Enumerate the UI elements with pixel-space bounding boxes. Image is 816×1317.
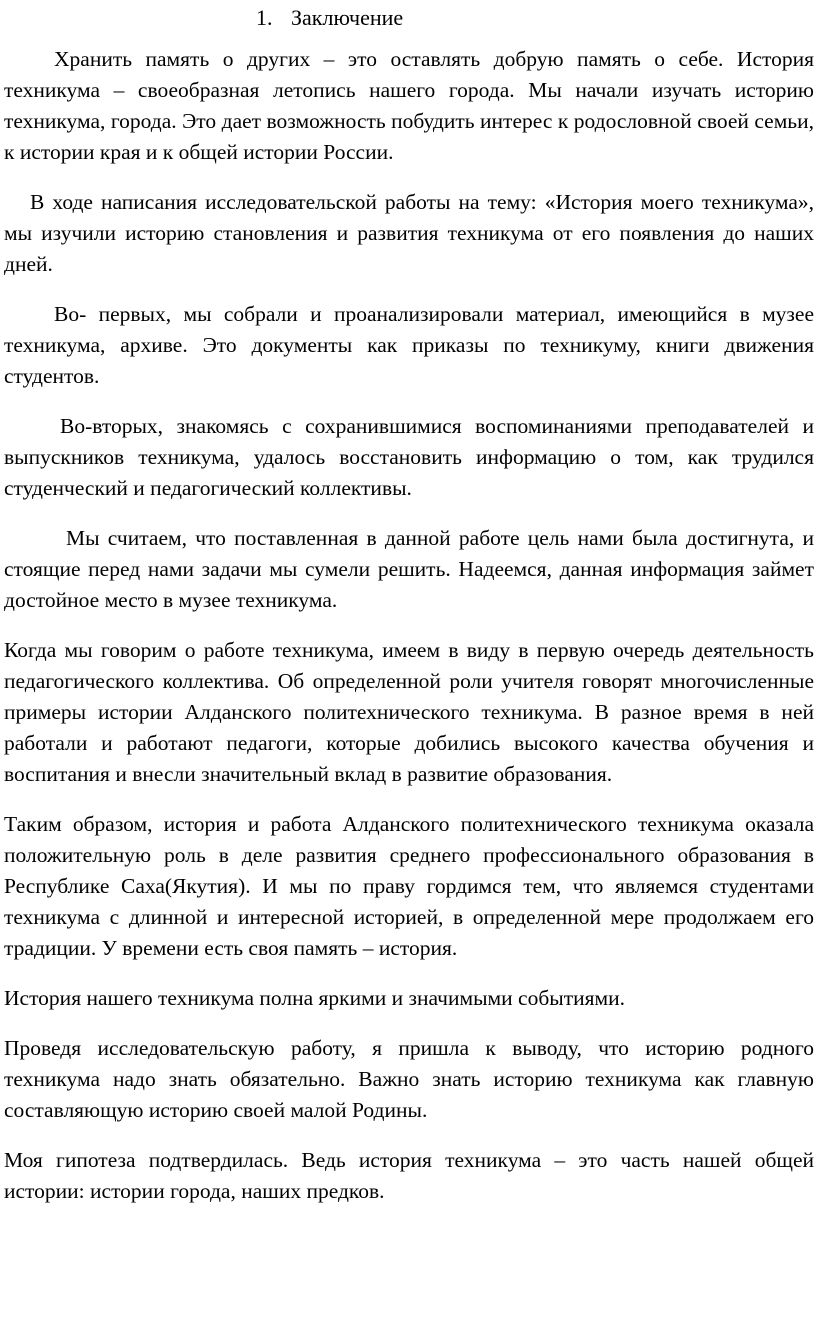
paragraph: Таким образом, история и работа Алданского политехнического техникума оказала положительную роль в деле развития среднего профессионального образования в Республике Саха(Якутия). И мы по праву гордимся тем, что являемся студентами техникума с длинной и интересной историей, в определенной мере продолжаем его традиции. У времени есть своя память – история. — [4, 812, 814, 960]
paragraph: История нашего техникума полна яркими и значимыми событиями. — [4, 986, 625, 1010]
section-title: Заключение — [291, 5, 404, 30]
paragraph: Когда мы говорим о работе техникума, имеем в виду в первую очередь деятельность педагогического коллектива. Об определенной роли учителя говорят многочисленные примеры истории Алданского политехнического техникума. В разное время в ней работали и работают педагоги, которые добились высокого качества обучения и воспитания и внесли значительный вклад в развитие образования. — [4, 638, 814, 786]
paragraph: Проведя исследовательскую работу, я пришла к выводу, что историю родного техникума надо знать обязательно. Важно знать историю техникума как главную составляющую историю своей малой Родины. — [4, 1036, 814, 1122]
section-number: 1. — [256, 5, 273, 30]
paragraph: Моя гипотеза подтвердилась. Ведь история техникума – это часть нашей общей истории: истории города, наших предков. — [4, 1148, 814, 1203]
section-heading — [256, 4, 403, 32]
paragraph: В ходе написания исследовательской работы на тему: «История моего техникума», мы изучили историю становления и развития техникума от его появления до наших дней. — [4, 190, 814, 276]
body-text — [4, 44, 814, 1226]
paragraph: Во- первых, мы собрали и проанализировали материал, имеющийся в музее техникума, архиве. Это документы как приказы по техникуму, книги движения студентов. — [4, 302, 814, 388]
paragraph: Мы считаем, что поставленная в данной работе цель нами была достигнута, и стоящие перед нами задачи мы сумели решить. Надеемся, данная информация займет достойное место в музее техникума. — [4, 526, 814, 612]
paragraph: Во-вторых, знакомясь с сохранившимися воспоминаниями преподавателей и выпускников техникума, удалось восстановить информацию о том, как трудился студенческий и педагогический коллективы. — [4, 414, 814, 500]
paragraph: Хранить память о других – это оставлять добрую память о себе. История техникума – своеобразная летопись нашего города. Мы начали изучать историю техникума, города. Это дает возможность побудить интерес к родословной своей семьи, к истории края и к общей истории России. — [4, 47, 814, 164]
